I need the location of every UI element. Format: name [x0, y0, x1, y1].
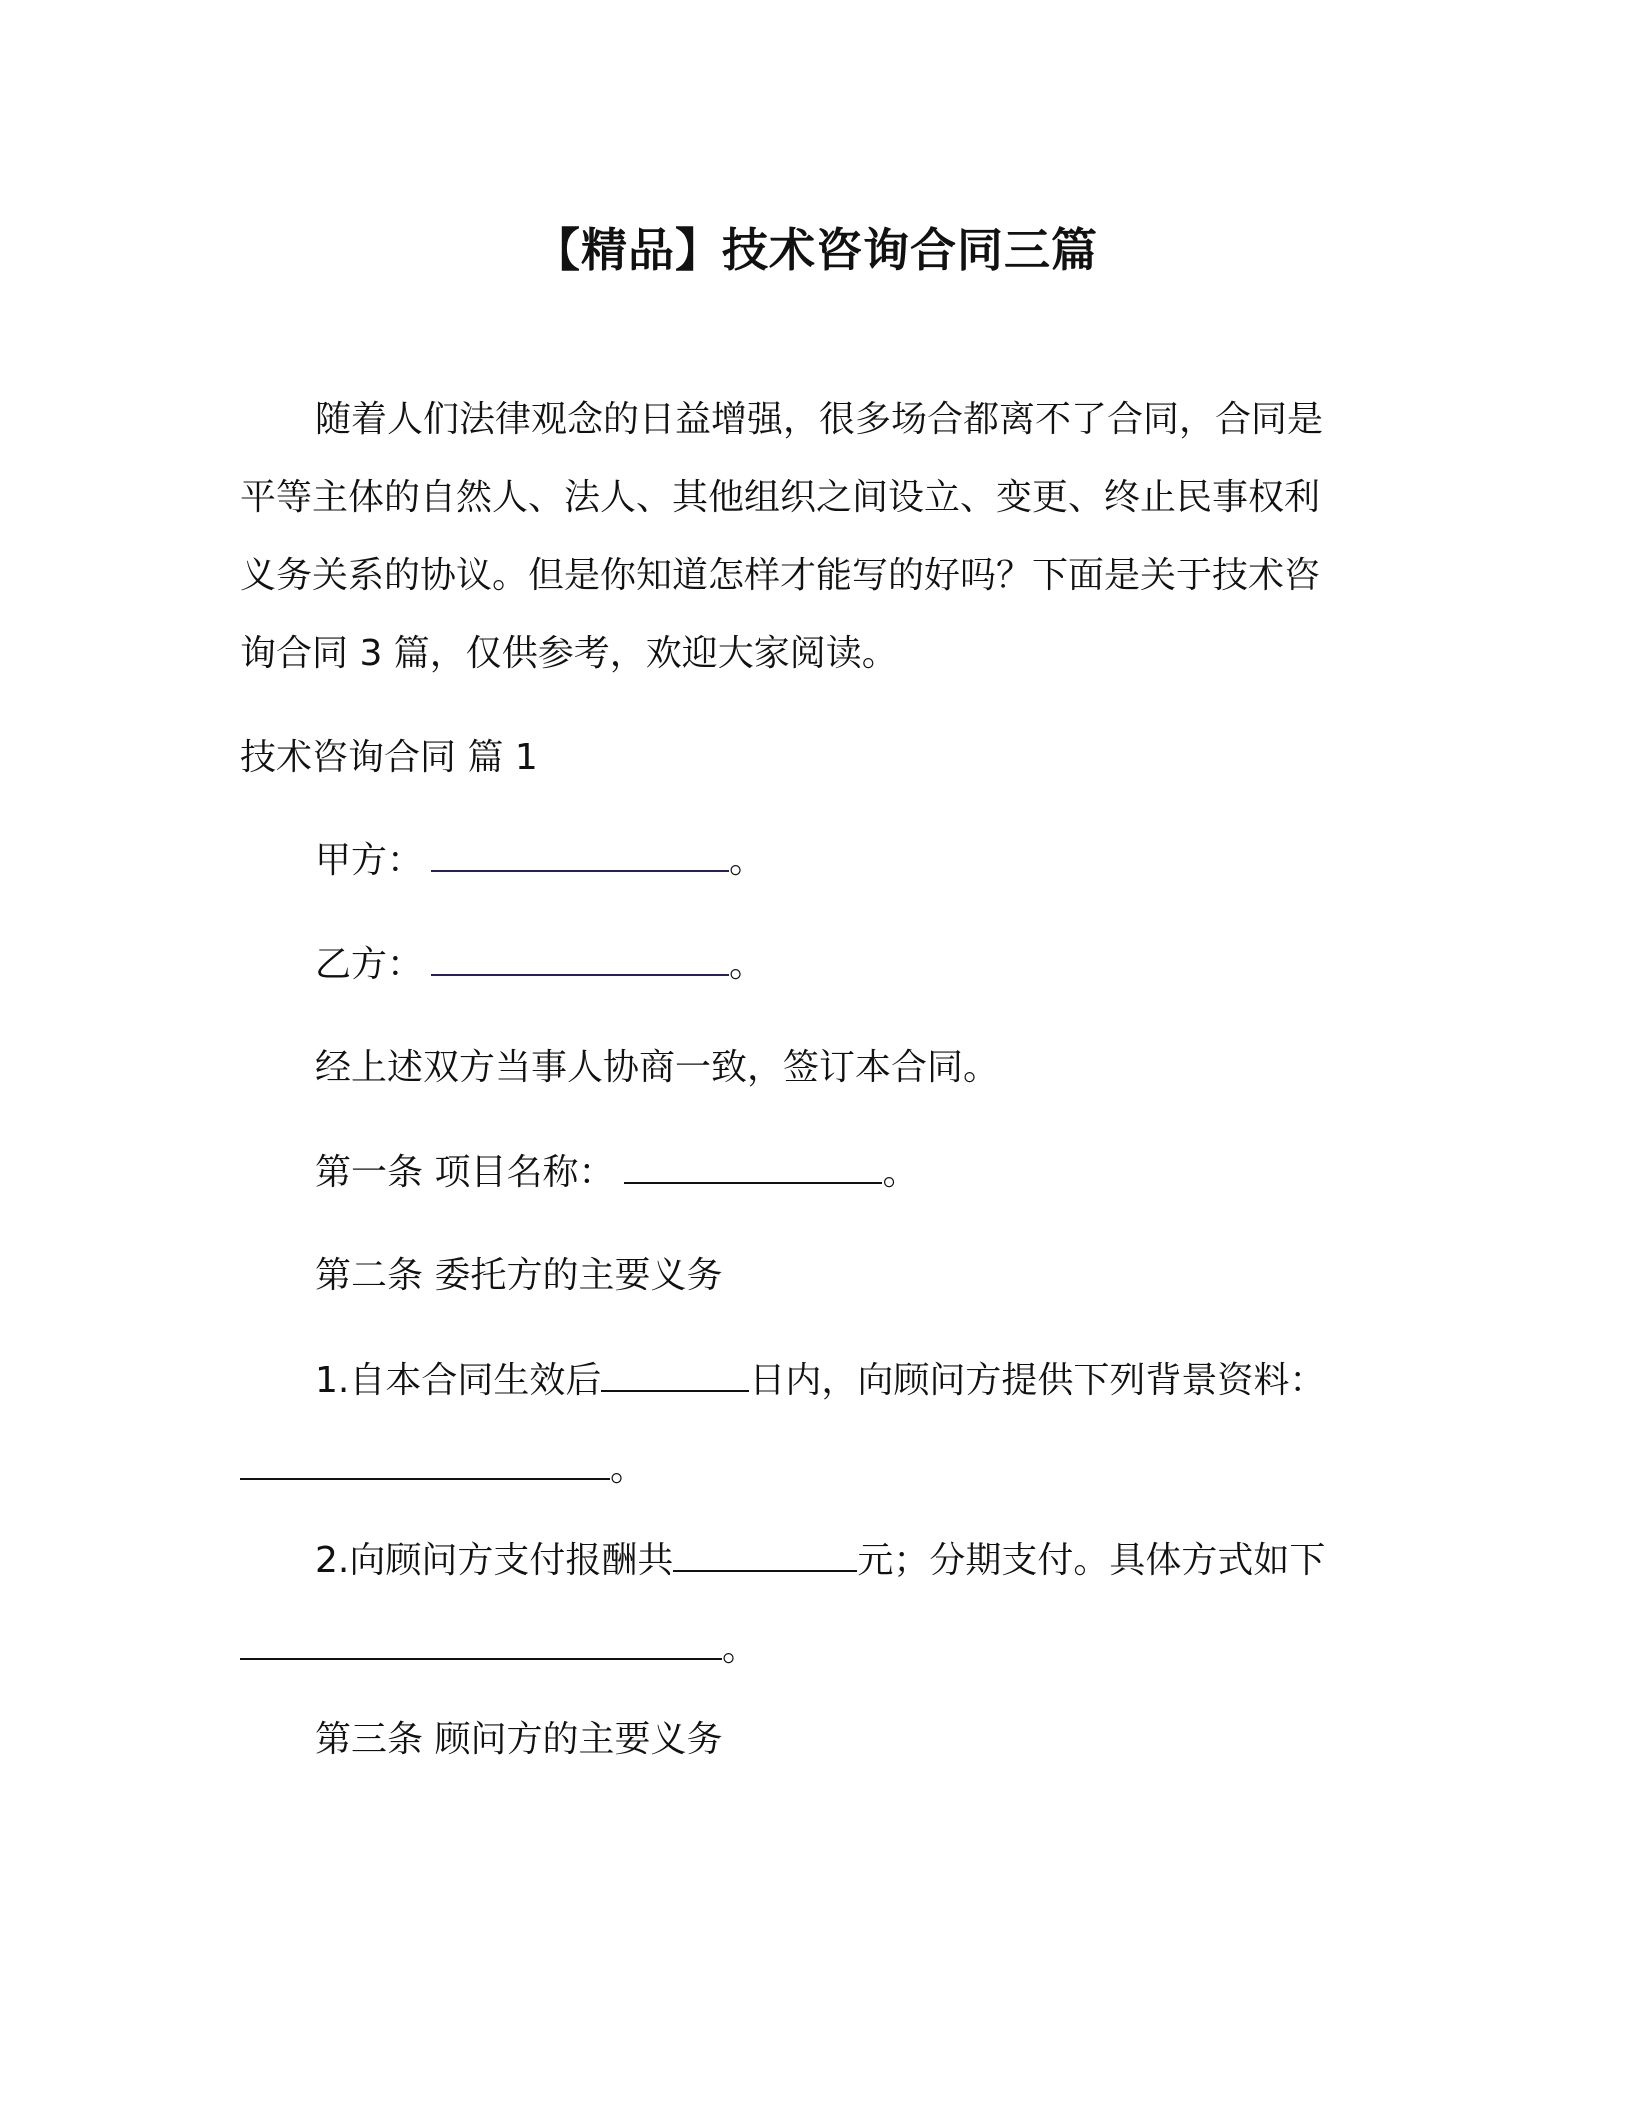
intro-line-4: 询合同 3 篇，仅供参考，欢迎大家阅读。: [240, 633, 898, 674]
item-2-text-before: 2.向顾问方支付报酬共: [315, 1540, 674, 1581]
item-2-line: [315, 1538, 1325, 1583]
article-2-heading: 第二条 委托方的主要义务: [315, 1255, 723, 1296]
payment-method-blank[interactable]: [240, 1626, 722, 1660]
article-1-label: 第一条 项目名称：: [315, 1152, 615, 1193]
intro-line-1: 随着人们法律观念的日益增强，很多场合都离不了合同，合同是: [315, 399, 1324, 440]
party-b-label: 乙方：: [315, 944, 424, 985]
party-b-blank[interactable]: [431, 942, 729, 976]
party-a-label: 甲方：: [315, 840, 424, 881]
intro-line-2: 平等主体的自然人、法人、其他组织之间设立、变更、终止民事权利: [240, 477, 1321, 518]
article-1-line: [315, 1150, 918, 1195]
section-heading: 技术咨询合同 篇 1: [240, 737, 538, 778]
item-2-period: 。: [722, 1628, 759, 1669]
intro-line-3: 义务关系的协议。但是你知道怎样才能写的好吗？下面是关于技术咨: [240, 555, 1321, 596]
article-1-period: 。: [882, 1152, 919, 1193]
background-materials-blank[interactable]: [240, 1446, 610, 1480]
project-name-blank[interactable]: [624, 1150, 882, 1184]
item-2-text-after: 元；分期支付。具体方式如下: [857, 1540, 1326, 1581]
party-a-period: 。: [729, 840, 766, 881]
item-1-period: 。: [610, 1448, 647, 1489]
document-title: 【精品】技术咨询合同三篇: [534, 223, 1098, 277]
party-b-period: 。: [729, 944, 766, 985]
party-a-line: [315, 838, 765, 883]
item-1-text-after: 日内，向顾问方提供下列背景资料：: [749, 1360, 1326, 1401]
days-blank[interactable]: [601, 1358, 749, 1392]
party-a-blank[interactable]: [431, 838, 729, 872]
article-3-heading: 第三条 顾问方的主要义务: [315, 1719, 723, 1760]
party-b-line: [315, 942, 765, 987]
item-1-line: [315, 1358, 1325, 1403]
agreement-line: 经上述双方当事人协商一致，签订本合同。: [315, 1047, 1000, 1088]
item-2-continuation: [240, 1626, 758, 1671]
item-1-text-before: 1.自本合同生效后: [315, 1360, 602, 1401]
item-1-continuation: [240, 1446, 646, 1491]
payment-amount-blank[interactable]: [673, 1538, 857, 1572]
